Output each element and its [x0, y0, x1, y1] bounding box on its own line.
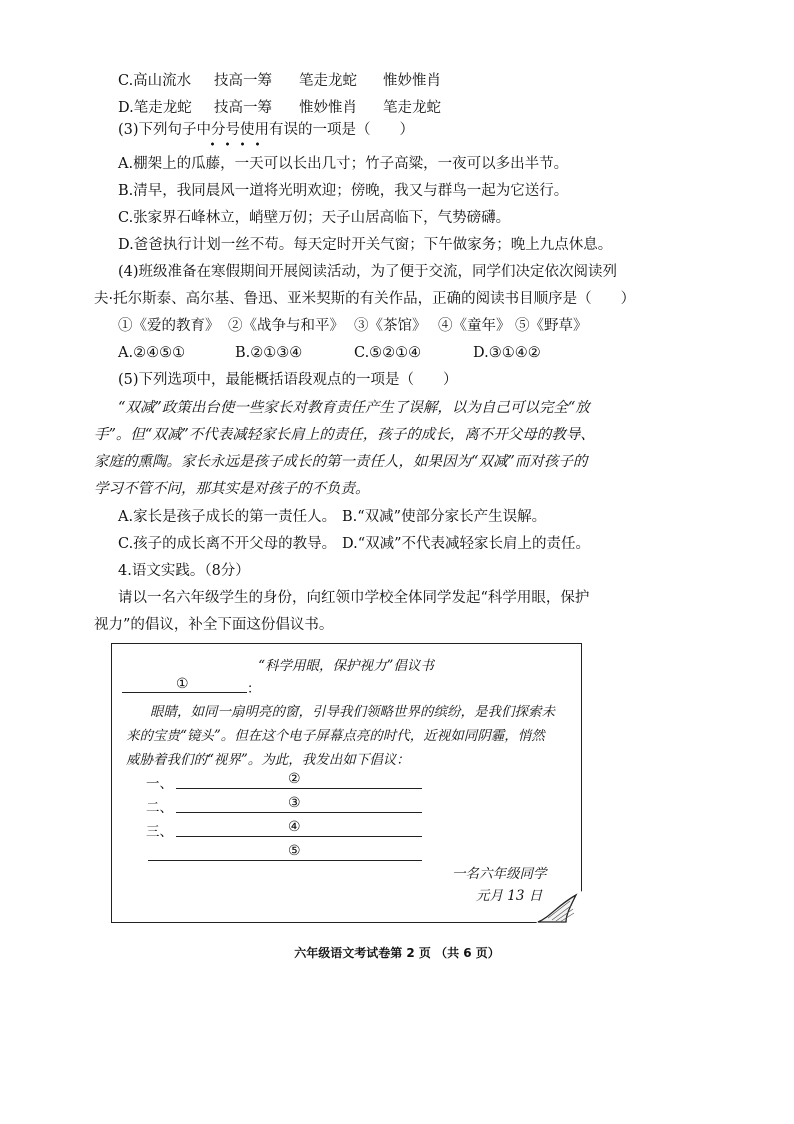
item-2-number: 二、 — [146, 800, 173, 816]
q4-book-2: ②《战争与和平》 — [228, 318, 344, 334]
q3-option-d: D.爸爸执行计划一丝不苟。每天定时开关气窗；下午做家务；晚上九点休息。 — [118, 237, 613, 253]
blank-3-marker: ③ — [288, 795, 301, 811]
q4-option-b: B.②①③④ — [235, 345, 303, 361]
q4-option-a: A.②④⑤① — [118, 345, 186, 361]
q5-option-c: C.孩子的成长离不开父母的教导。 — [118, 536, 337, 552]
blank-4-marker: ④ — [288, 819, 301, 835]
q2-option-c-label: C.高山流水 — [118, 73, 192, 89]
q5-option-b: B.“双减”使部分家长产生误解。 — [342, 509, 547, 525]
q2-option-c-word-c: 惟妙惟肖 — [383, 73, 441, 89]
proposal-body-line1: 眼睛，如同一扇明亮的窗，引导我们领略世界的缤纷，是我们探索未 — [150, 704, 555, 720]
q5-option-d: D.“双减”不代表减轻家长肩上的责任。 — [342, 536, 591, 552]
blank-1-marker: ① — [176, 676, 189, 692]
q3-option-a: A.棚架上的瓜藤，一天可以长出几寸；竹子高粱，一夜可以多出半节。 — [118, 156, 569, 172]
practice-intro-line2: 视力”的倡议，补全下面这份倡议书。 — [94, 617, 334, 633]
q4-stem-line1: (4)班级准备在寒假期间开展阅读活动，为了便于交流，同学们决定依次阅读列 — [118, 264, 618, 280]
q5-passage-line4: 学习不管不问，那其实是对孩子的不负责。 — [94, 481, 370, 497]
proposal-date: 元月 13 日 — [476, 888, 543, 904]
blank-2-marker: ② — [288, 771, 301, 787]
q2-option-c-word-b: 笔走龙蛇 — [299, 73, 357, 89]
signature: 一名六年级同学 — [452, 866, 547, 882]
q3-option-c: C.张家界石峰林立，峭壁万仞；天子山居高临下，气势磅礴。 — [118, 210, 511, 226]
q2-option-d-word-a: 技高一筹 — [214, 100, 272, 116]
practice-heading: 4.语文实践。（8分） — [118, 563, 250, 579]
emphasis-dots — [205, 141, 265, 147]
q2-option-d-word-b: 惟妙惟肖 — [299, 100, 357, 116]
proposal-title: “科学用眼，保护视力”倡议书 — [258, 658, 434, 674]
page-curl-icon — [536, 891, 582, 923]
q5-stem: (5)下列选项中，最能概括语段观点的一项是（ ） — [118, 372, 458, 388]
q2-option-c-word-a: 技高一筹 — [214, 73, 272, 89]
proposal-box — [111, 643, 582, 923]
item-3-number: 三、 — [146, 824, 173, 840]
q4-book-3: ③《茶馆》 — [354, 318, 427, 334]
item-1-number: 一、 — [146, 776, 173, 792]
q5-passage-line2: 手”。但“双减”不代表减轻家长肩上的责任，孩子的成长，离不开父母的教导、 — [94, 427, 595, 443]
salutation-colon: ： — [247, 681, 261, 697]
proposal-body-line2: 来的宝贵“镜头”。但在这个电子屏幕点亮的时代，近视如同阴霾，悄然 — [126, 728, 545, 744]
item-3-blank — [176, 836, 422, 837]
q2-option-d-word-c: 笔走龙蛇 — [383, 100, 441, 116]
q4-book-1: ①《爱的教育》 — [118, 318, 220, 334]
q5-option-a: A.家长是孩子成长的第一责任人。 — [118, 509, 337, 525]
q5-passage-line1: “双减”政策出台使一些家长对教育责任产生了误解，以为自己可以完全“放 — [118, 400, 590, 416]
item-2-blank — [176, 812, 422, 813]
q3-stem: (3)下列句子中分号使用有误的一项是（ ） — [118, 122, 415, 138]
blank-5-marker: ⑤ — [288, 843, 301, 859]
q4-stem-line2: 夫·托尔斯泰、高尔基、鲁迅、亚米契斯的有关作品，正确的阅读书目顺序是（ ） — [94, 291, 636, 307]
item-1-blank — [176, 788, 422, 789]
proposal-body-line3: 威胁着我们的“视界”。为此，我发出如下倡议： — [126, 752, 410, 768]
q5-passage-line3: 家庭的熏陶。家长永远是孩子成长的第一责任人，如果因为“双减”而对孩子的 — [94, 454, 588, 470]
page-footer: 六年级语文考试卷第 2 页 （共 6 页） — [294, 946, 500, 960]
item-extra-blank — [148, 860, 422, 861]
q3-option-b: B.清早，我同晨风一道将光明欢迎；傍晚，我又与群鸟一起为它送行。 — [118, 183, 569, 199]
q4-option-d: D.③①④② — [473, 345, 541, 361]
salutation-blank — [122, 692, 247, 693]
practice-intro-line1: 请以一名六年级学生的身份，向红领巾学校全体同学发起“科学用眼，保护 — [118, 590, 590, 606]
q2-option-d-label: D.笔走龙蛇 — [118, 100, 192, 116]
q4-option-c: C.⑤②①④ — [354, 345, 422, 361]
q4-book-5: ⑤《野草》 — [515, 318, 588, 334]
q4-book-4: ④《童年》 — [438, 318, 511, 334]
